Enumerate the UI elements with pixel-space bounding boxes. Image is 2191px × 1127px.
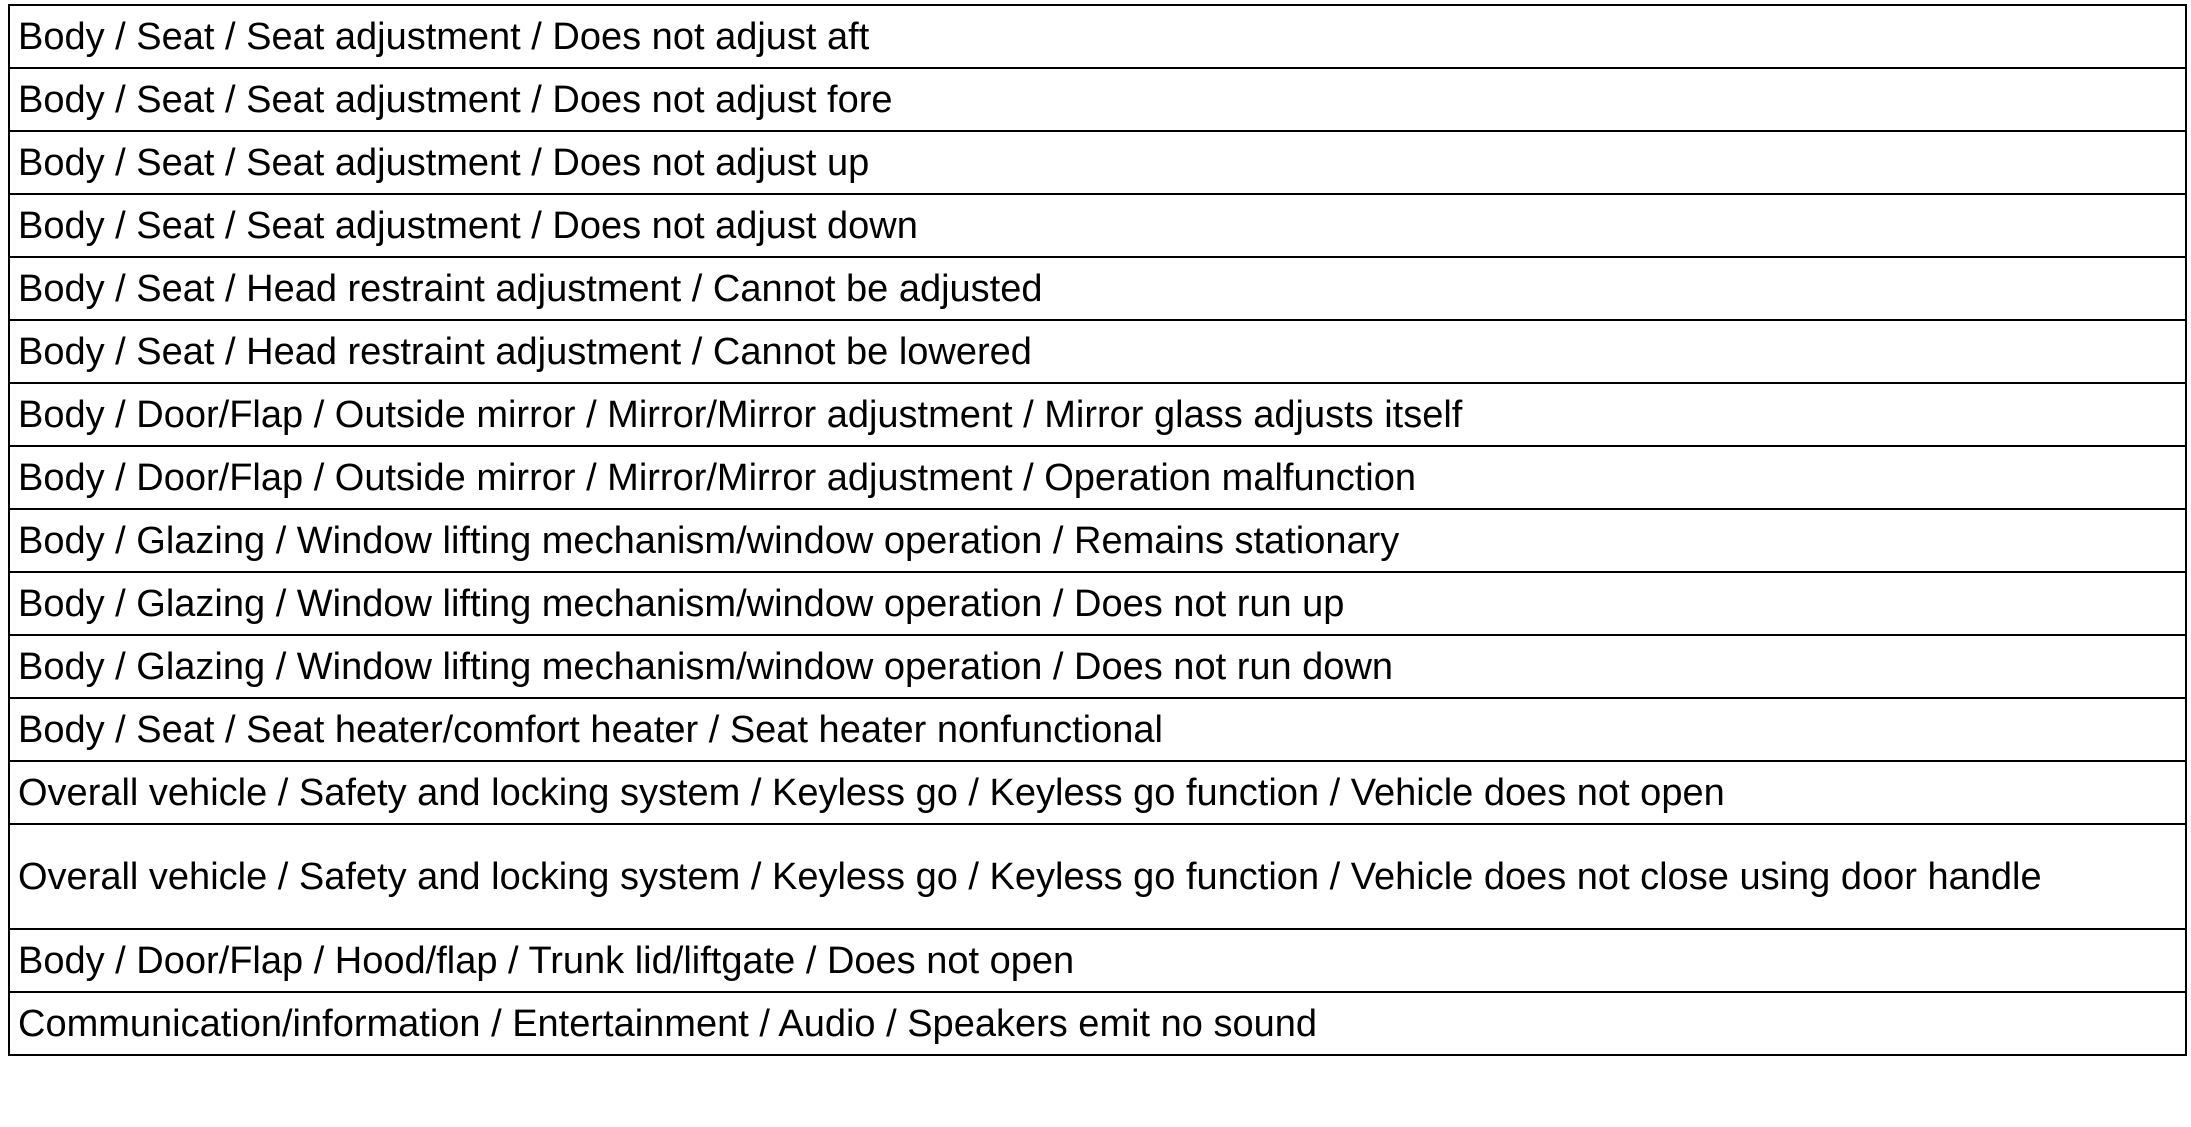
table-cell: Body / Door/Flap / Hood/flap / Trunk lid/liftgate / Does not open	[9, 929, 2186, 992]
table-row	[9, 929, 2186, 992]
table-cell: Body / Glazing / Window lifting mechanism/window operation / Remains stationary	[9, 509, 2186, 572]
table-row	[9, 761, 2186, 824]
table-row	[9, 446, 2186, 509]
table-row	[9, 194, 2186, 257]
table-cell: Body / Glazing / Window lifting mechanism/window operation / Does not run up	[9, 572, 2186, 635]
table-cell: Overall vehicle / Safety and locking system / Keyless go / Keyless go function / Vehicle does not open	[9, 761, 2186, 824]
table-cell: Communication/information / Entertainment / Audio / Speakers emit no sound	[9, 992, 2186, 1055]
table-cell: Body / Seat / Head restraint adjustment / Cannot be lowered	[9, 320, 2186, 383]
table-cell: Body / Door/Flap / Outside mirror / Mirror/Mirror adjustment / Mirror glass adjusts itself	[9, 383, 2186, 446]
table-cell: Body / Door/Flap / Outside mirror / Mirror/Mirror adjustment / Operation malfunction	[9, 446, 2186, 509]
table-cell: Body / Seat / Seat heater/comfort heater / Seat heater nonfunctional	[9, 698, 2186, 761]
table-row	[9, 509, 2186, 572]
table-row	[9, 992, 2186, 1055]
table-cell: Body / Seat / Seat adjustment / Does not adjust up	[9, 131, 2186, 194]
table-cell: Body / Seat / Seat adjustment / Does not adjust aft	[9, 5, 2186, 68]
table-row	[9, 320, 2186, 383]
table-cell: Overall vehicle / Safety and locking system / Keyless go / Keyless go function / Vehicle does not close using door handle	[9, 824, 2186, 929]
table-row	[9, 572, 2186, 635]
table-cell: Body / Seat / Seat adjustment / Does not adjust fore	[9, 68, 2186, 131]
fault-path-table	[8, 4, 2187, 1056]
table-cell: Body / Glazing / Window lifting mechanism/window operation / Does not run down	[9, 635, 2186, 698]
table-row	[9, 698, 2186, 761]
table-row	[9, 68, 2186, 131]
table-row	[9, 383, 2186, 446]
table-cell: Body / Seat / Seat adjustment / Does not adjust down	[9, 194, 2186, 257]
table-row	[9, 635, 2186, 698]
table-row	[9, 824, 2186, 929]
table-row	[9, 131, 2186, 194]
table-row	[9, 5, 2186, 68]
table-cell: Body / Seat / Head restraint adjustment / Cannot be adjusted	[9, 257, 2186, 320]
table-row	[9, 257, 2186, 320]
